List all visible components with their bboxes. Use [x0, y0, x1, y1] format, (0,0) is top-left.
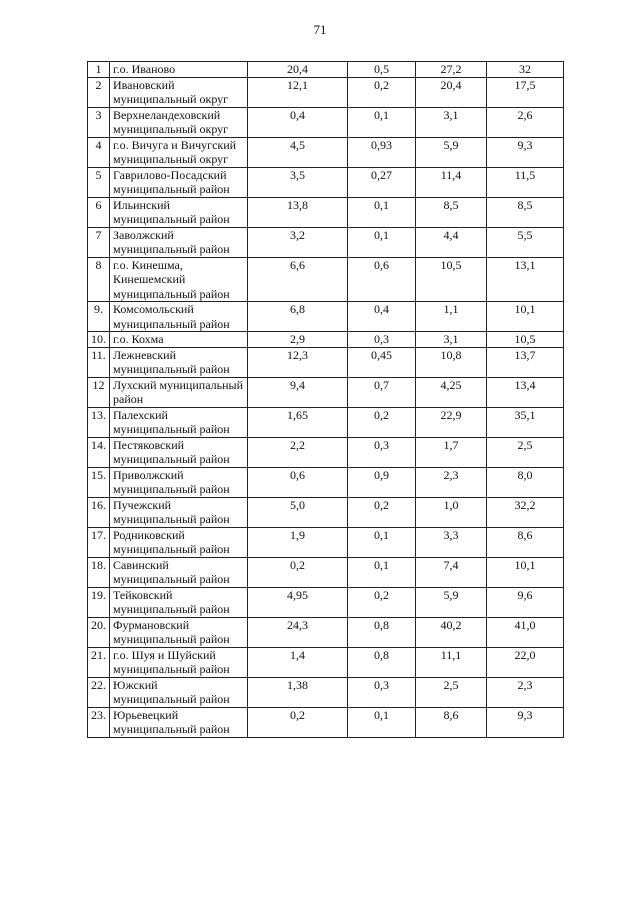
value-cell-4: 11,5 — [487, 167, 564, 197]
table-row — [88, 707, 564, 737]
value-cell-2: 0,5 — [348, 62, 416, 78]
value-cell-4: 9,3 — [487, 707, 564, 737]
value-cell-3: 2,3 — [416, 467, 487, 497]
value-cell-4: 10,1 — [487, 557, 564, 587]
table-row — [88, 137, 564, 167]
value-cell-1: 6,6 — [248, 257, 348, 302]
row-number-cell: 20. — [88, 617, 110, 647]
value-cell-4: 5,5 — [487, 227, 564, 257]
value-cell-2: 0,1 — [348, 227, 416, 257]
district-name-cell: Фурмановский муниципальный район — [110, 617, 248, 647]
row-number-cell: 3 — [88, 107, 110, 137]
value-cell-2: 0,1 — [348, 707, 416, 737]
value-cell-4: 9,3 — [487, 137, 564, 167]
row-number-cell: 4 — [88, 137, 110, 167]
table-row — [88, 467, 564, 497]
value-cell-3: 3,3 — [416, 527, 487, 557]
value-cell-4: 13,4 — [487, 377, 564, 407]
value-cell-1: 3,2 — [248, 227, 348, 257]
value-cell-4: 8,5 — [487, 197, 564, 227]
table-row — [88, 257, 564, 302]
table-row — [88, 647, 564, 677]
table-row — [88, 62, 564, 78]
value-cell-2: 0,2 — [348, 587, 416, 617]
row-number-cell: 15. — [88, 467, 110, 497]
district-name-cell: г.о. Иваново — [110, 62, 248, 78]
value-cell-2: 0,6 — [348, 257, 416, 302]
row-number-cell: 14. — [88, 437, 110, 467]
value-cell-2: 0,3 — [348, 677, 416, 707]
value-cell-3: 1,7 — [416, 437, 487, 467]
table-row — [88, 332, 564, 348]
value-cell-4: 17,5 — [487, 77, 564, 107]
value-cell-3: 5,9 — [416, 137, 487, 167]
table-row — [88, 437, 564, 467]
value-cell-2: 0,2 — [348, 497, 416, 527]
row-number-cell: 17. — [88, 527, 110, 557]
row-number-cell: 19. — [88, 587, 110, 617]
value-cell-1: 24,3 — [248, 617, 348, 647]
value-cell-3: 3,1 — [416, 332, 487, 348]
value-cell-1: 12,3 — [248, 347, 348, 377]
value-cell-3: 1,0 — [416, 497, 487, 527]
district-data-table — [87, 61, 564, 738]
district-name-cell: Приволжский муниципальный район — [110, 467, 248, 497]
value-cell-3: 7,4 — [416, 557, 487, 587]
district-name-cell: Гаврилово-Посадский муниципальный район — [110, 167, 248, 197]
value-cell-1: 0,6 — [248, 467, 348, 497]
row-number-cell: 5 — [88, 167, 110, 197]
value-cell-3: 10,5 — [416, 257, 487, 302]
row-number-cell: 11. — [88, 347, 110, 377]
value-cell-3: 1,1 — [416, 302, 487, 332]
district-name-cell: Савинский муниципальный район — [110, 557, 248, 587]
value-cell-4: 41,0 — [487, 617, 564, 647]
district-name-cell: Ильинский муниципальный район — [110, 197, 248, 227]
value-cell-1: 4,5 — [248, 137, 348, 167]
district-name-cell: Юрьевецкий муниципальный район — [110, 707, 248, 737]
row-number-cell: 22. — [88, 677, 110, 707]
value-cell-2: 0,3 — [348, 437, 416, 467]
value-cell-2: 0,3 — [348, 332, 416, 348]
district-name-cell: Пучежский муниципальный район — [110, 497, 248, 527]
page-number: 71 — [313, 22, 327, 37]
value-cell-3: 5,9 — [416, 587, 487, 617]
row-number-cell: 12 — [88, 377, 110, 407]
row-number-cell: 2 — [88, 77, 110, 107]
value-cell-4: 35,1 — [487, 407, 564, 437]
table-row — [88, 587, 564, 617]
district-name-cell: Южский муниципальный район — [110, 677, 248, 707]
value-cell-3: 4,4 — [416, 227, 487, 257]
district-name-cell: Ивановский муниципальный округ — [110, 77, 248, 107]
value-cell-4: 9,6 — [487, 587, 564, 617]
district-name-cell: Верхнеландеховский муниципальный округ — [110, 107, 248, 137]
value-cell-4: 2,5 — [487, 437, 564, 467]
value-cell-1: 1,38 — [248, 677, 348, 707]
value-cell-2: 0,1 — [348, 527, 416, 557]
district-name-cell: г.о. Шуя и Шуйский муниципальный район — [110, 647, 248, 677]
table-row — [88, 347, 564, 377]
district-name-cell: г.о. Вичуга и Вичугский муниципальный округ — [110, 137, 248, 167]
value-cell-1: 13,8 — [248, 197, 348, 227]
value-cell-2: 0,4 — [348, 302, 416, 332]
value-cell-2: 0,2 — [348, 407, 416, 437]
table-row — [88, 197, 564, 227]
value-cell-1: 9,4 — [248, 377, 348, 407]
value-cell-3: 22,9 — [416, 407, 487, 437]
value-cell-1: 4,95 — [248, 587, 348, 617]
district-name-cell: Тейковский муниципальный район — [110, 587, 248, 617]
district-name-cell: Родниковский муниципальный район — [110, 527, 248, 557]
value-cell-3: 11,4 — [416, 167, 487, 197]
table-row — [88, 557, 564, 587]
value-cell-1: 1,65 — [248, 407, 348, 437]
row-number-cell: 18. — [88, 557, 110, 587]
row-number-cell: 10. — [88, 332, 110, 348]
value-cell-1: 0,2 — [248, 707, 348, 737]
row-number-cell: 6 — [88, 197, 110, 227]
value-cell-1: 12,1 — [248, 77, 348, 107]
value-cell-4: 32 — [487, 62, 564, 78]
value-cell-1: 20,4 — [248, 62, 348, 78]
value-cell-3: 3,1 — [416, 107, 487, 137]
row-number-cell: 9. — [88, 302, 110, 332]
value-cell-4: 8,6 — [487, 527, 564, 557]
value-cell-4: 13,1 — [487, 257, 564, 302]
value-cell-4: 10,5 — [487, 332, 564, 348]
value-cell-3: 4,25 — [416, 377, 487, 407]
district-name-cell: Лухский муниципальный район — [110, 377, 248, 407]
value-cell-2: 0,93 — [348, 137, 416, 167]
district-name-cell: Лежневский муниципальный район — [110, 347, 248, 377]
value-cell-3: 20,4 — [416, 77, 487, 107]
table-row — [88, 377, 564, 407]
value-cell-2: 0,1 — [348, 197, 416, 227]
table-row — [88, 497, 564, 527]
table-row — [88, 227, 564, 257]
row-number-cell: 16. — [88, 497, 110, 527]
district-name-cell: г.о. Кохма — [110, 332, 248, 348]
value-cell-4: 2,3 — [487, 677, 564, 707]
value-cell-2: 0,7 — [348, 377, 416, 407]
value-cell-3: 27,2 — [416, 62, 487, 78]
value-cell-2: 0,45 — [348, 347, 416, 377]
table-row — [88, 107, 564, 137]
row-number-cell: 1 — [88, 62, 110, 78]
value-cell-4: 22,0 — [487, 647, 564, 677]
value-cell-4: 8,0 — [487, 467, 564, 497]
value-cell-1: 3,5 — [248, 167, 348, 197]
value-cell-1: 5,0 — [248, 497, 348, 527]
value-cell-3: 2,5 — [416, 677, 487, 707]
value-cell-1: 2,9 — [248, 332, 348, 348]
row-number-cell: 8 — [88, 257, 110, 302]
value-cell-4: 32,2 — [487, 497, 564, 527]
value-cell-2: 0,2 — [348, 77, 416, 107]
value-cell-2: 0,8 — [348, 617, 416, 647]
value-cell-4: 2,6 — [487, 107, 564, 137]
value-cell-1: 2,2 — [248, 437, 348, 467]
value-cell-2: 0,9 — [348, 467, 416, 497]
district-name-cell: Палехский муниципальный район — [110, 407, 248, 437]
value-cell-2: 0,1 — [348, 557, 416, 587]
value-cell-3: 40,2 — [416, 617, 487, 647]
value-cell-4: 10,1 — [487, 302, 564, 332]
value-cell-2: 0,27 — [348, 167, 416, 197]
value-cell-3: 8,6 — [416, 707, 487, 737]
value-cell-1: 1,9 — [248, 527, 348, 557]
table-row — [88, 617, 564, 647]
table-row — [88, 677, 564, 707]
district-name-cell: Заволжский муниципальный район — [110, 227, 248, 257]
table-row — [88, 527, 564, 557]
value-cell-1: 6,8 — [248, 302, 348, 332]
value-cell-3: 10,8 — [416, 347, 487, 377]
table-row — [88, 77, 564, 107]
row-number-cell: 23. — [88, 707, 110, 737]
value-cell-3: 8,5 — [416, 197, 487, 227]
district-name-cell: Комсомольский муниципальный район — [110, 302, 248, 332]
value-cell-1: 1,4 — [248, 647, 348, 677]
value-cell-2: 0,1 — [348, 107, 416, 137]
row-number-cell: 13. — [88, 407, 110, 437]
district-name-cell: г.о. Кинешма, Кинешемский муниципальный район — [110, 257, 248, 302]
row-number-cell: 21. — [88, 647, 110, 677]
table-row — [88, 302, 564, 332]
row-number-cell: 7 — [88, 227, 110, 257]
value-cell-1: 0,4 — [248, 107, 348, 137]
district-name-cell: Пестяковский муниципальный район — [110, 437, 248, 467]
table-row — [88, 407, 564, 437]
table-row — [88, 167, 564, 197]
value-cell-4: 13,7 — [487, 347, 564, 377]
value-cell-1: 0,2 — [248, 557, 348, 587]
value-cell-2: 0,8 — [348, 647, 416, 677]
value-cell-3: 11,1 — [416, 647, 487, 677]
